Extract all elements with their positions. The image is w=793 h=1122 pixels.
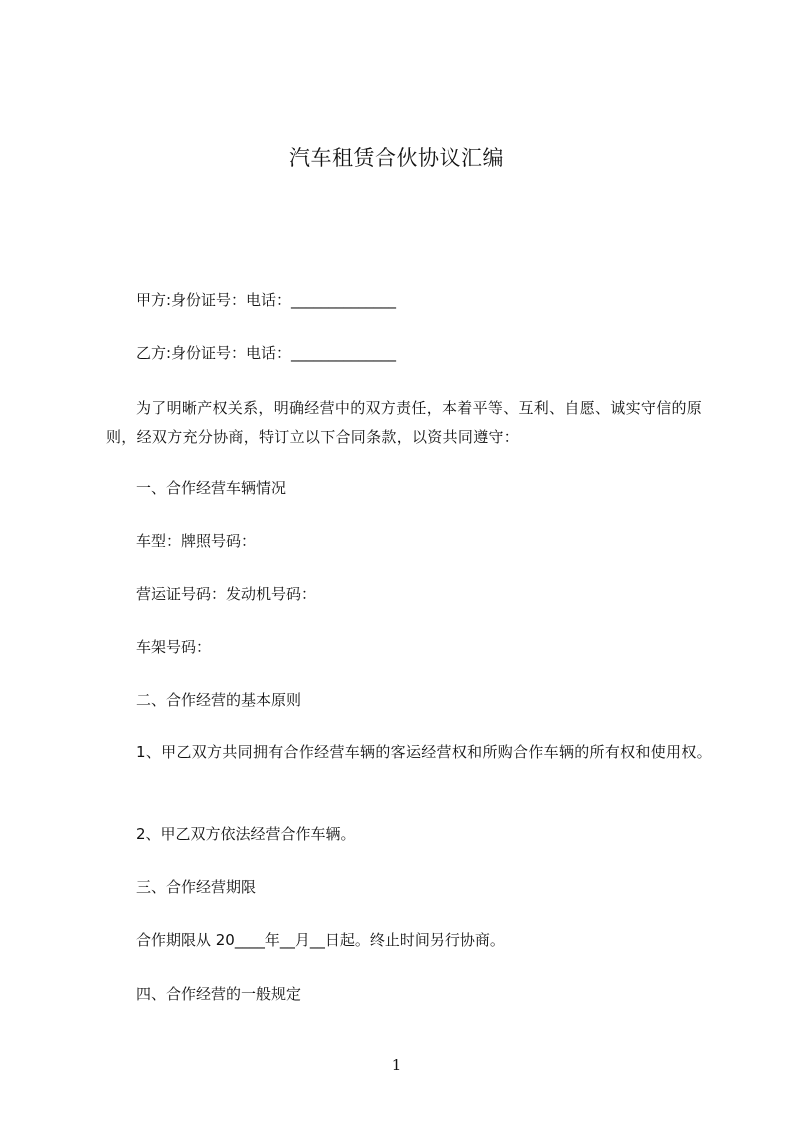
frame-number-line: 车架号码： [136,638,212,656]
vehicle-model-line: 车型：牌照号码： [136,532,257,550]
term-line: 合作期限从 20____年__月__日起。终止时间另行协商。 [136,931,505,949]
preamble-paragraph: 为了明晰产权关系，明确经营中的双方责任，本着平等、互利、自愿、诚实守信的原则，经双方充分协商，特订立以下合同条款，以资共同遵守： [106,399,703,446]
page-number: 1 [391,1056,402,1074]
section-2-heading: 二、合作经营的基本原则 [136,691,302,709]
license-engine-line: 营运证号码：发动机号码： [136,585,317,603]
document-title: 汽车租赁合伙协议汇编 [289,146,504,170]
principle-1-paragraph: 1、甲乙双方共同拥有合作经营车辆的客运经营权和所购合作车辆的所有权和使用权。 [136,743,712,761]
section-3-heading: 三、合作经营期限 [136,878,257,896]
principle-2-line: 2、甲乙双方依法经营合作车辆。 [136,825,356,843]
section-4-heading: 四、合作经营的一般规定 [136,985,302,1003]
party-b-line: 乙方:身份证号：电话：______________ [136,344,397,362]
section-1-heading: 一、合作经营车辆情况 [136,479,287,497]
party-a-line: 甲方:身份证号：电话：______________ [136,291,397,309]
